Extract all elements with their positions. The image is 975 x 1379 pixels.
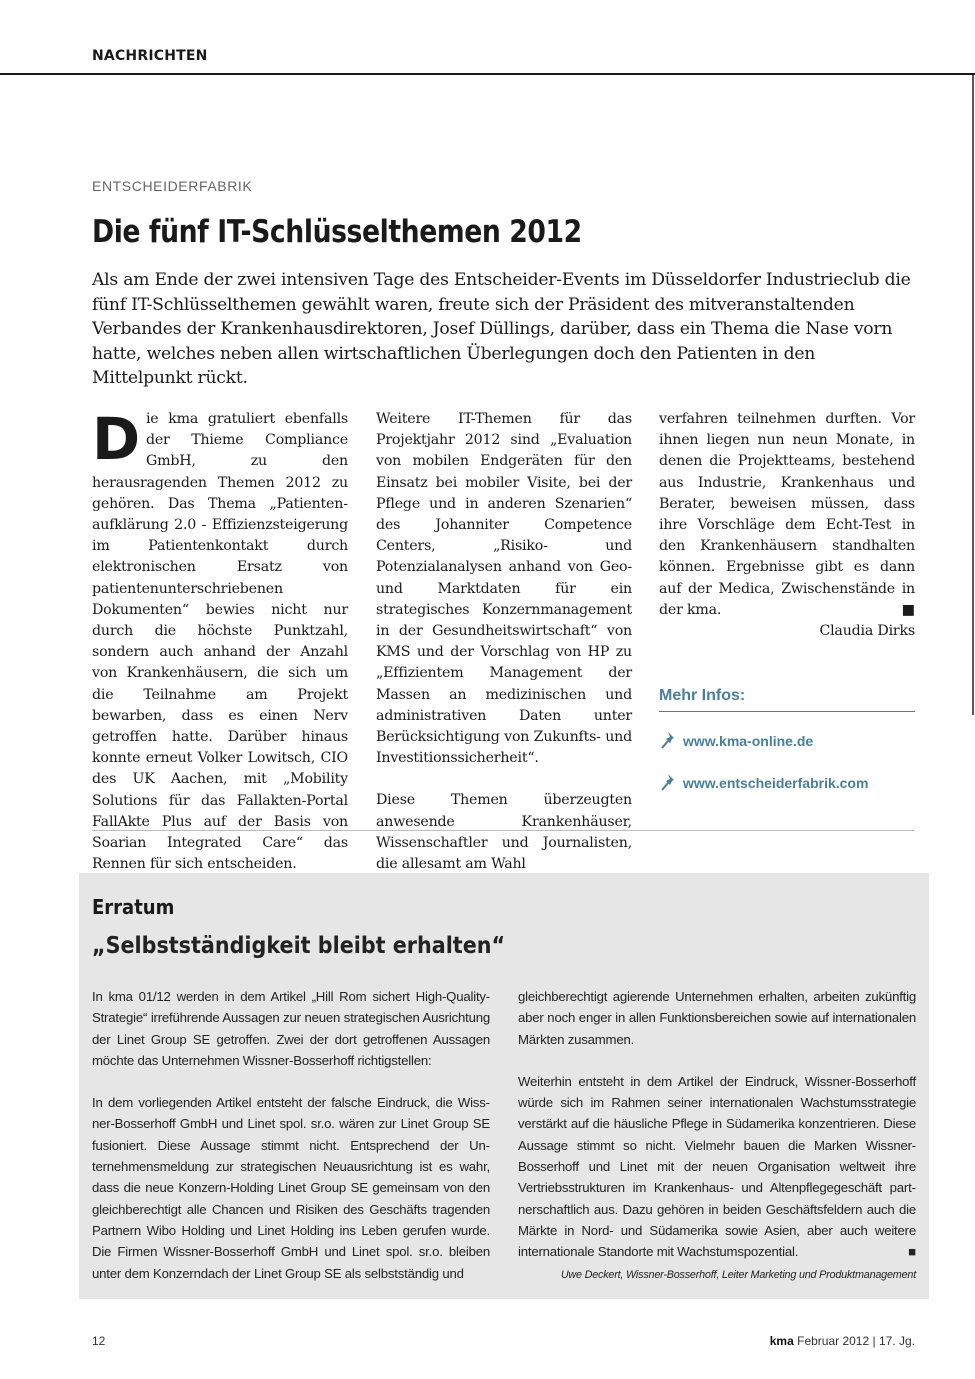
erratum-column-1 [92, 986, 490, 1284]
drop-cap: D [92, 405, 140, 473]
article-kicker: ENTSCHEIDERFABRIK [92, 178, 253, 194]
erratum-label: Erratum [92, 895, 175, 919]
publication-info [770, 1334, 915, 1348]
page-number: 12 [92, 1334, 106, 1348]
header-rule [0, 73, 975, 75]
page-edge-mark [972, 75, 974, 715]
link-entscheiderfabrik[interactable] [659, 772, 868, 794]
section-heading: NACHRICHTEN [92, 48, 208, 64]
erratum-signature: Uwe Deckert, Wissner-Bosserhoff, Leiter Marketing und Produktmanagement [560, 1268, 916, 1281]
erratum-right-paragraph-2: Weiterhin entsteht in dem Artikel der Eindruck, Wissner-Bosserhoff würde sich im Rahmen seiner internationalen Wachstumsstrategie verstärkt auf die häusliche Pflege in Südamerika konzentrieren. Diese Aussage stimmt so nicht. Vielmehr bauen die Marken Wissner-Bosserhoff und Linet mit der neuen Organisation weltweit ihre Vertriebsstrukturen im Krankenhaus- und Altenpflegegeschäft partnerschaftlich aus. Dazu gehören in beiden Geschäftsfeldern auch die Märkte in Nord- und Südamerika sowie Asien, aber auch weitere internationale Standorte mit Wachstumspozential. [518, 1073, 916, 1260]
column-2-paragraph-2: Diese Themen überzeugten anwesende Krankenhäuser, Wissenschaftler und Journalisten, die allesamt am Wahl [376, 792, 632, 873]
link-kma-online[interactable] [659, 730, 813, 752]
article-column-3 [659, 409, 915, 642]
end-mark: ■ [908, 1244, 916, 1260]
more-info-rule [659, 711, 915, 712]
more-info-heading: Mehr Infos: [659, 687, 746, 704]
pushpin-icon [659, 730, 681, 752]
article-column-1 [92, 405, 348, 875]
brand-name: kma [769, 1334, 794, 1348]
link-text[interactable]: www.entscheiderfabrik.com [683, 775, 869, 791]
column-3-text: verfahren teilnehmen durften. Vor ihnen liegen nun neun Monate, in denen die Projektteams, bestehend aus Industrie, Krankenhaus und Berater, beweisen müssen, dass ihre Vorschläge dem Echt-Test in den Krankenhäusern standhalten können. Ergebnisse gibt es dann auf der Medica, Zwischenstände in der kma. [659, 411, 915, 618]
separator: | [872, 1334, 876, 1348]
erratum-title: „Selbstständigkeit bleibt erhalten“ [92, 933, 506, 959]
column-2-paragraph-1: Weitere IT-Themen für das Projektjahr 2012 sind „Evaluation von mobilen Endgeräten für den Einsatz bei mobiler Visite, bei der Pflege und in anderen Szenarien“ des Johanniter Competence Centers, „Risiko- und Potenzialanalysen anhand von Geo- und Marktdaten für ein strategisches Konzernmanagement in der Gesundheitswirtschaft“ von KMS und der Vorschlag von HP zu „Effizientem Management der Massen an medizinischen und administrativen Daten unter Berücksichtigung von Zukunfts- und Investitionssicherheit“. [376, 411, 632, 767]
link-text[interactable]: www.kma-online.de [683, 733, 814, 749]
end-mark: ■ [901, 601, 915, 618]
article-column-2 [376, 409, 632, 875]
issue-date: Februar 2012 [797, 1334, 870, 1348]
section-divider [92, 830, 915, 831]
erratum-right-paragraph-1: gleichberechtigt agierende Unternehmen erhalten, arbeiten zukünftig aber noch enger in allen Funktionsbereichen sowie auf internationalen Märkten zusammen. [518, 989, 916, 1047]
erratum-column-2 [518, 986, 916, 1286]
pushpin-icon [659, 772, 681, 794]
article-title: Die fünf IT-Schlüsselthemen 2012 [92, 214, 582, 250]
article-lead: Als am Ende der zwei intensiven Tage des Entscheider-Events im Düsseldorfer Industrieclub die fünf IT-Schlüsselthemen gewählt waren, freute sich der Präsident des mitveranstaltenden Verbandes der Krankenhausdirektoren, Josef Düllings, darüber, dass ein Thema die Nase vorn hatte, welches neben allen wirtschaftlichen Überlegungen doch den Patienten in den Mittelpunkt rückt. [92, 270, 911, 388]
author-name: Claudia Dirks [819, 623, 915, 640]
erratum-left-paragraph-1: In kma 01/12 werden in dem Artikel „Hill Rom sichert High-Quality-Strategie“ irreführende Aussagen zur neuen strategischen Ausrichtung der Linet Group SE getroffen. Zwei der dort getroffenen Aussagen möchte das Unternehmen Wissner-Bosserhoff richtigstellen: [92, 989, 490, 1068]
column-1-text: ie kma gratuliert ebenfalls der Thieme Compliance GmbH, zu den herausragenden Themen 2012 zu gehören. Das Thema „Patientenaufklärung 2.0 - Effizienzsteigerung im Patientenkontakt durch elektronischen Ersatz von patientenunterschriebenen Dokumenten“ bewies nicht nur durch die höchste Punktzahl, sondern auch anhand der Anzahl von Krankenhäusern, die sich um die Teilnahme am Projekt bewarben, dass es einen Nerv getroffen hatte. Darüber hinaus konnte erneut Volker Lowitsch, CIO des UK Aachen, mit „Mobility Solutions für das Fallakten-Portal FallAkte Plus auf der Basis von Soarian Integrated Care“ das Rennen für sich entscheiden. [92, 411, 348, 873]
erratum-left-paragraph-2: In dem vorliegenden Artikel entsteht der falsche Eindruck, die Wissner-Bosserhoff GmbH und Linet spol. sr.o. wären zur Linet Group SE fusioniert. Diese Aussage stimmt nicht. Entsprechend der Unternehmensmeldung zur strategischen Neuausrichtung ist es wahr, dass die neue Konzern-Holding Linet Group SE gemeinsam von den gleichberechtigt alle Chancen und Risiken des Geschäfts tragenden Partnern Wibo Holding und Linet Holding ins Leben gerufen wurde. Die Firmen Wissner-Bosserhoff GmbH und Linet spol. sr.o. bleiben unter dem Konzerndach der Linet Group SE als selbstständig und [92, 1095, 490, 1281]
volume: 17. Jg. [878, 1334, 915, 1348]
